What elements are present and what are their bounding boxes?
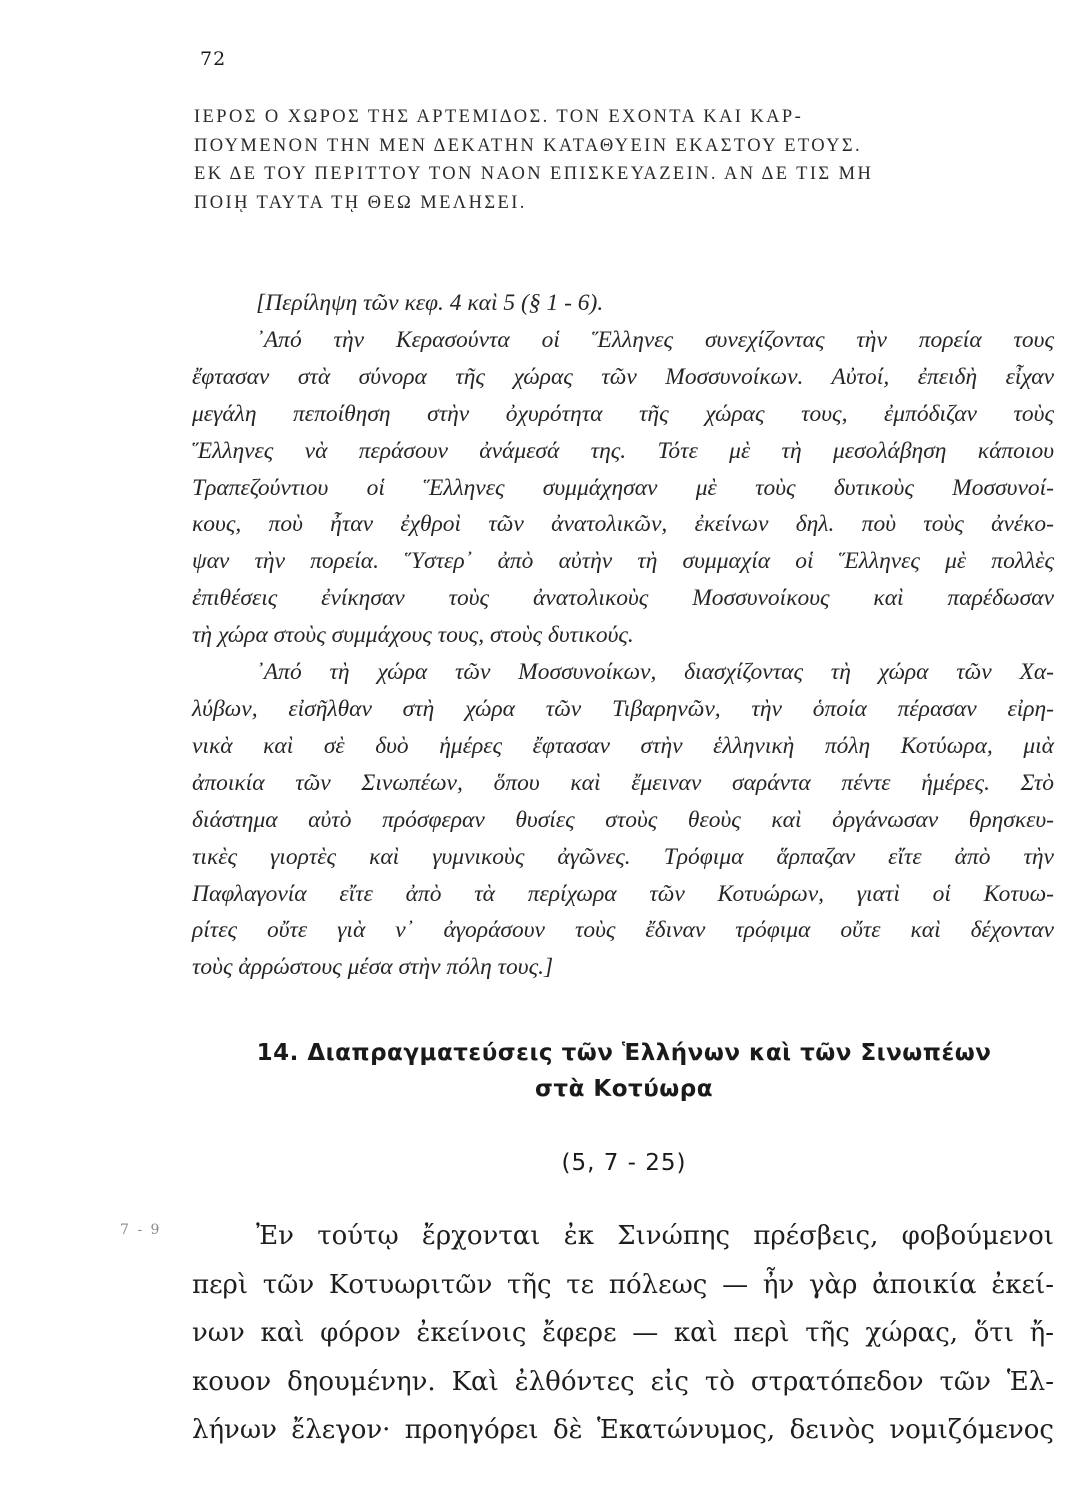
summary-line: διάστημα αὐτὸ πρόσφεραν θυσίες στοὺς θεοὺς καὶ ὀργάνωσαν θρησκευ- (192, 806, 1054, 833)
summary-line: κους, ποὺ ἦταν ἐχθροὶ τῶν ἀνατολικῶν, ἐκείνων δηλ. ποὺ τοὺς ἀνέκο- (192, 511, 1054, 538)
summary-line: Τραπεζούντιου οἱ Ἕλληνες συμμάχησαν μὲ τοὺς δυτικοὺς Μοσσυνοί- (192, 474, 1054, 501)
page-number: 72 (200, 48, 227, 70)
greek-text-line: κουον δηουμένην. Καὶ ἐλθόντες εἰς τὸ στρατόπεδον τῶν Ἑλ- (192, 1366, 1054, 1397)
summary-heading: [Περίληψη τῶν κεφ. 4 καὶ 5 (§ 1 - 6). (256, 290, 604, 316)
section-number: 14. (256, 1040, 299, 1066)
summary-line: ψαν τὴν πορεία. Ὕστερ᾿ ἀπὸ αὐτὴν τὴ συμμαχία οἱ Ἕλληνες μὲ πολλὲς (192, 548, 1054, 575)
summary-line: ρίτες οὔτε γιὰ ν᾿ ἀγοράσουν τοὺς ἔδιναν τρόφιμα οὔτε καὶ δέχονταν (192, 917, 1054, 944)
section-title-line-1 (192, 1035, 1056, 1071)
section-title (192, 1035, 1056, 1107)
summary-line: ἐπιθέσεις ἐνίκησαν τοὺς ἀνατολικοὺς Μοσσυνοίκους καὶ παρέδωσαν (192, 585, 1054, 612)
summary-line: τὴ χώρα στοὺς συμμάχους τους, στοὺς δυτικούς. (192, 622, 634, 649)
summary-line: ἔφτασαν στὰ σύνορα τῆς χώρας τῶν Μοσσυνοίκων. Αὐτοί, ἐπειδὴ εἶχαν (192, 363, 1054, 390)
greek-text-line: περὶ τῶν Κοτυωριτῶν τῆς τε πόλεως — ἦν γὰρ ἀποικία ἐκεί- (192, 1269, 1054, 1300)
section-title-line-2: στὰ Κοτύωρα (535, 1076, 713, 1102)
margin-reference: 7 - 9 (120, 1222, 162, 1238)
summary-line: τοὺς ἀρρώστους μέσα στὴν πόλη τους.] (192, 954, 554, 981)
summary-line: Παφλαγονία εἴτε ἀπὸ τὰ περίχωρα τῶν Κοτυώρων, γιατὶ οἱ Κοτυω- (192, 880, 1054, 907)
greek-text-line: Ἐν τούτῳ ἔρχονται ἐκ Σινώπης πρέσβεις, φοβούμενοι (256, 1221, 1054, 1251)
inscription-line: ΕΚ ΔΕ ΤΟΥ ΠΕΡΙΤΤΟΥ ΤΟΝ ΝΑΟΝ ΕΠΙΣΚΕΥΑΖΕΙΝ. ΑΝ ΔΕ ΤΙΣ ΜΗ (194, 164, 874, 185)
section-title-text: Διαπραγματεύσεις τῶν Ἑλλήνων καὶ τῶν Σινωπέων (307, 1040, 992, 1066)
greek-text-line: λήνων ἔλεγον· προηγόρει δὲ Ἑκατώνυμος, δεινὸς νομιζόμενος (192, 1415, 1054, 1445)
summary-line: λύβων, εἰσῆλθαν στὴ χώρα τῶν Τιβαρηνῶν, τὴν ὁποία πέρασαν εἰρη- (192, 695, 1054, 722)
summary-line: νικὰ καὶ σὲ δυὸ ἡμέρες ἔφτασαν στὴν ἑλληνικὴ πόλη Κοτύωρα, μιὰ (192, 732, 1054, 759)
inscription-line: ΙΕΡΟΣ Ο ΧΩΡΟΣ ΤΗΣ ΑΡΤΕΜΙΔΟΣ. ΤΟΝ ΕΧΟΝΤΑ ΚΑΙ ΚΑΡ- (194, 107, 804, 127)
summary-line: Ἕλληνες νὰ περάσουν ἀνάμεσά της. Τότε μὲ τὴ μεσολάβηση κάποιου (192, 437, 1054, 464)
summary-line: ᾿Από τὴν Κερασούντα οἱ Ἕλληνες συνεχίζοντας τὴν πορεία τους (256, 326, 1054, 353)
greek-text-block (192, 1212, 1054, 1455)
inscription-block (194, 103, 1054, 218)
summary-line: μεγάλη πεποίθηση στὴν ὀχυρότητα τῆς χώρας τους, ἐμπόδιζαν τοὺς (192, 400, 1054, 427)
summary-block (192, 285, 1054, 986)
inscription-line: ΠΟΙῌ ΤΑΥΤΑ Τῌ ΘΕΩ ΜΕΛΗΣΕΙ. (194, 193, 527, 214)
summary-line: τικὲς γιορτὲς καὶ γυμνικοὺς ἀγῶνες. Τρόφιμα ἅρπαζαν εἴτε ἀπὸ τὴν (192, 843, 1054, 870)
inscription-line: ΠΟΥΜΕΝΟΝ ΤΗΝ ΜΕΝ ΔΕΚΑΤΗΝ ΚΑΤΑΘΥΕΙΝ ΕΚΑΣΤΟΥ ΕΤΟΥΣ. (194, 135, 863, 156)
section-reference: (5, 7 - 25) (561, 1150, 687, 1176)
summary-line: ἀποικία τῶν Σινωπέων, ὅπου καὶ ἔμειναν σαράντα πέντε ἡμέρες. Στὸ (192, 769, 1054, 796)
summary-line: ᾿Από τὴ χώρα τῶν Μοσσυνοίκων, διασχίζοντας τὴ χώρα τῶν Χα- (256, 659, 1054, 686)
greek-text-line: νων καὶ φόρον ἐκείνοις ἔφερε — καὶ περὶ τῆς χώρας, ὅτι ἤ- (192, 1318, 1054, 1348)
